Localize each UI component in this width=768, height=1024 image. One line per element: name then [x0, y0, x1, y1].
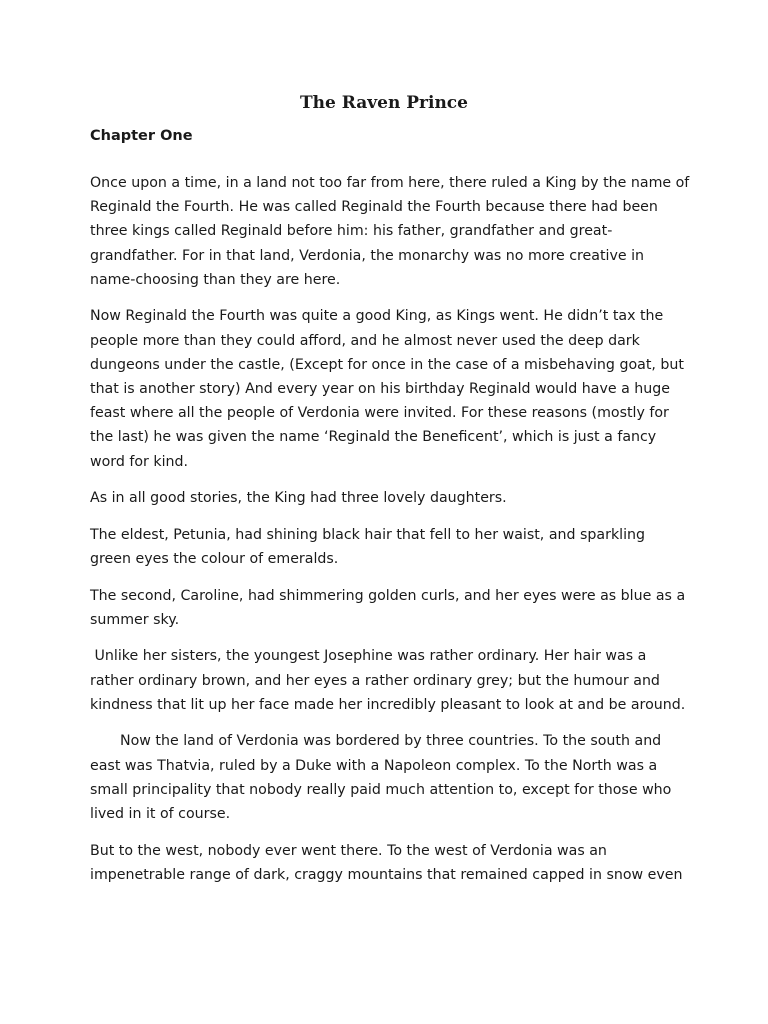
paragraph-6: Unlike her sisters, the youngest Josephine was rather ordinary. Her hair was a rather ordinary brown, and her eyes a rather ordinary grey; but the humour and kindness that lit up her face made her incredibly pleasant to look at and be around. [90, 648, 686, 713]
paragraph-4: The eldest, Petunia, had shining black hair that fell to her waist, and sparkling green eyes the colour of emeralds. [90, 526, 650, 568]
document-title: The Raven Prince [300, 93, 468, 113]
paragraph-8: But to the west, nobody ever went there. To the west of Verdonia was an impenetrable range of dark, craggy mountains that remained capped in snow even [90, 842, 683, 883]
paragraph-3: As in all good stories, the King had three lovely daughters. [90, 490, 507, 507]
paragraph-7: Now the land of Verdonia was bordered by three countries. To the south and east was Thatvia, ruled by a Duke with a Napoleon complex. To the North was a small principality that nobody really paid much attention to, except for those who lived in it of course. [90, 733, 676, 823]
body-text [90, 171, 694, 899]
paragraph-1: Once upon a time, in a land not too far from here, there ruled a King by the name of Reginald the Fourth. He was called Reginald the Fourth because there had been three kings called Reginald before him: his father, grandfather and great-grandfather. For in that land, Verdonia, the monarchy was no more creative in name-choosing than they are here. [90, 175, 694, 288]
chapter-heading: Chapter One [90, 128, 193, 144]
paragraph-2: Now Reginald the Fourth was quite a good King, as Kings went. He didn’t tax the people more than they could afford, and he almost never used the deep dark dungeons under the castle, (Except for once in the case of a misbehaving goat, but that is another story) And every year on his birthday Reginald would have a huge feast where all the people of Verdonia were invited. For these reasons (mostly for the last) he was given the name ‘Reginald the Beneficent’, which is just a fancy word for kind. [90, 308, 689, 470]
paragraph-5: The second, Caroline, had shimmering golden curls, and her eyes were as blue as a summer sky. [90, 587, 690, 628]
